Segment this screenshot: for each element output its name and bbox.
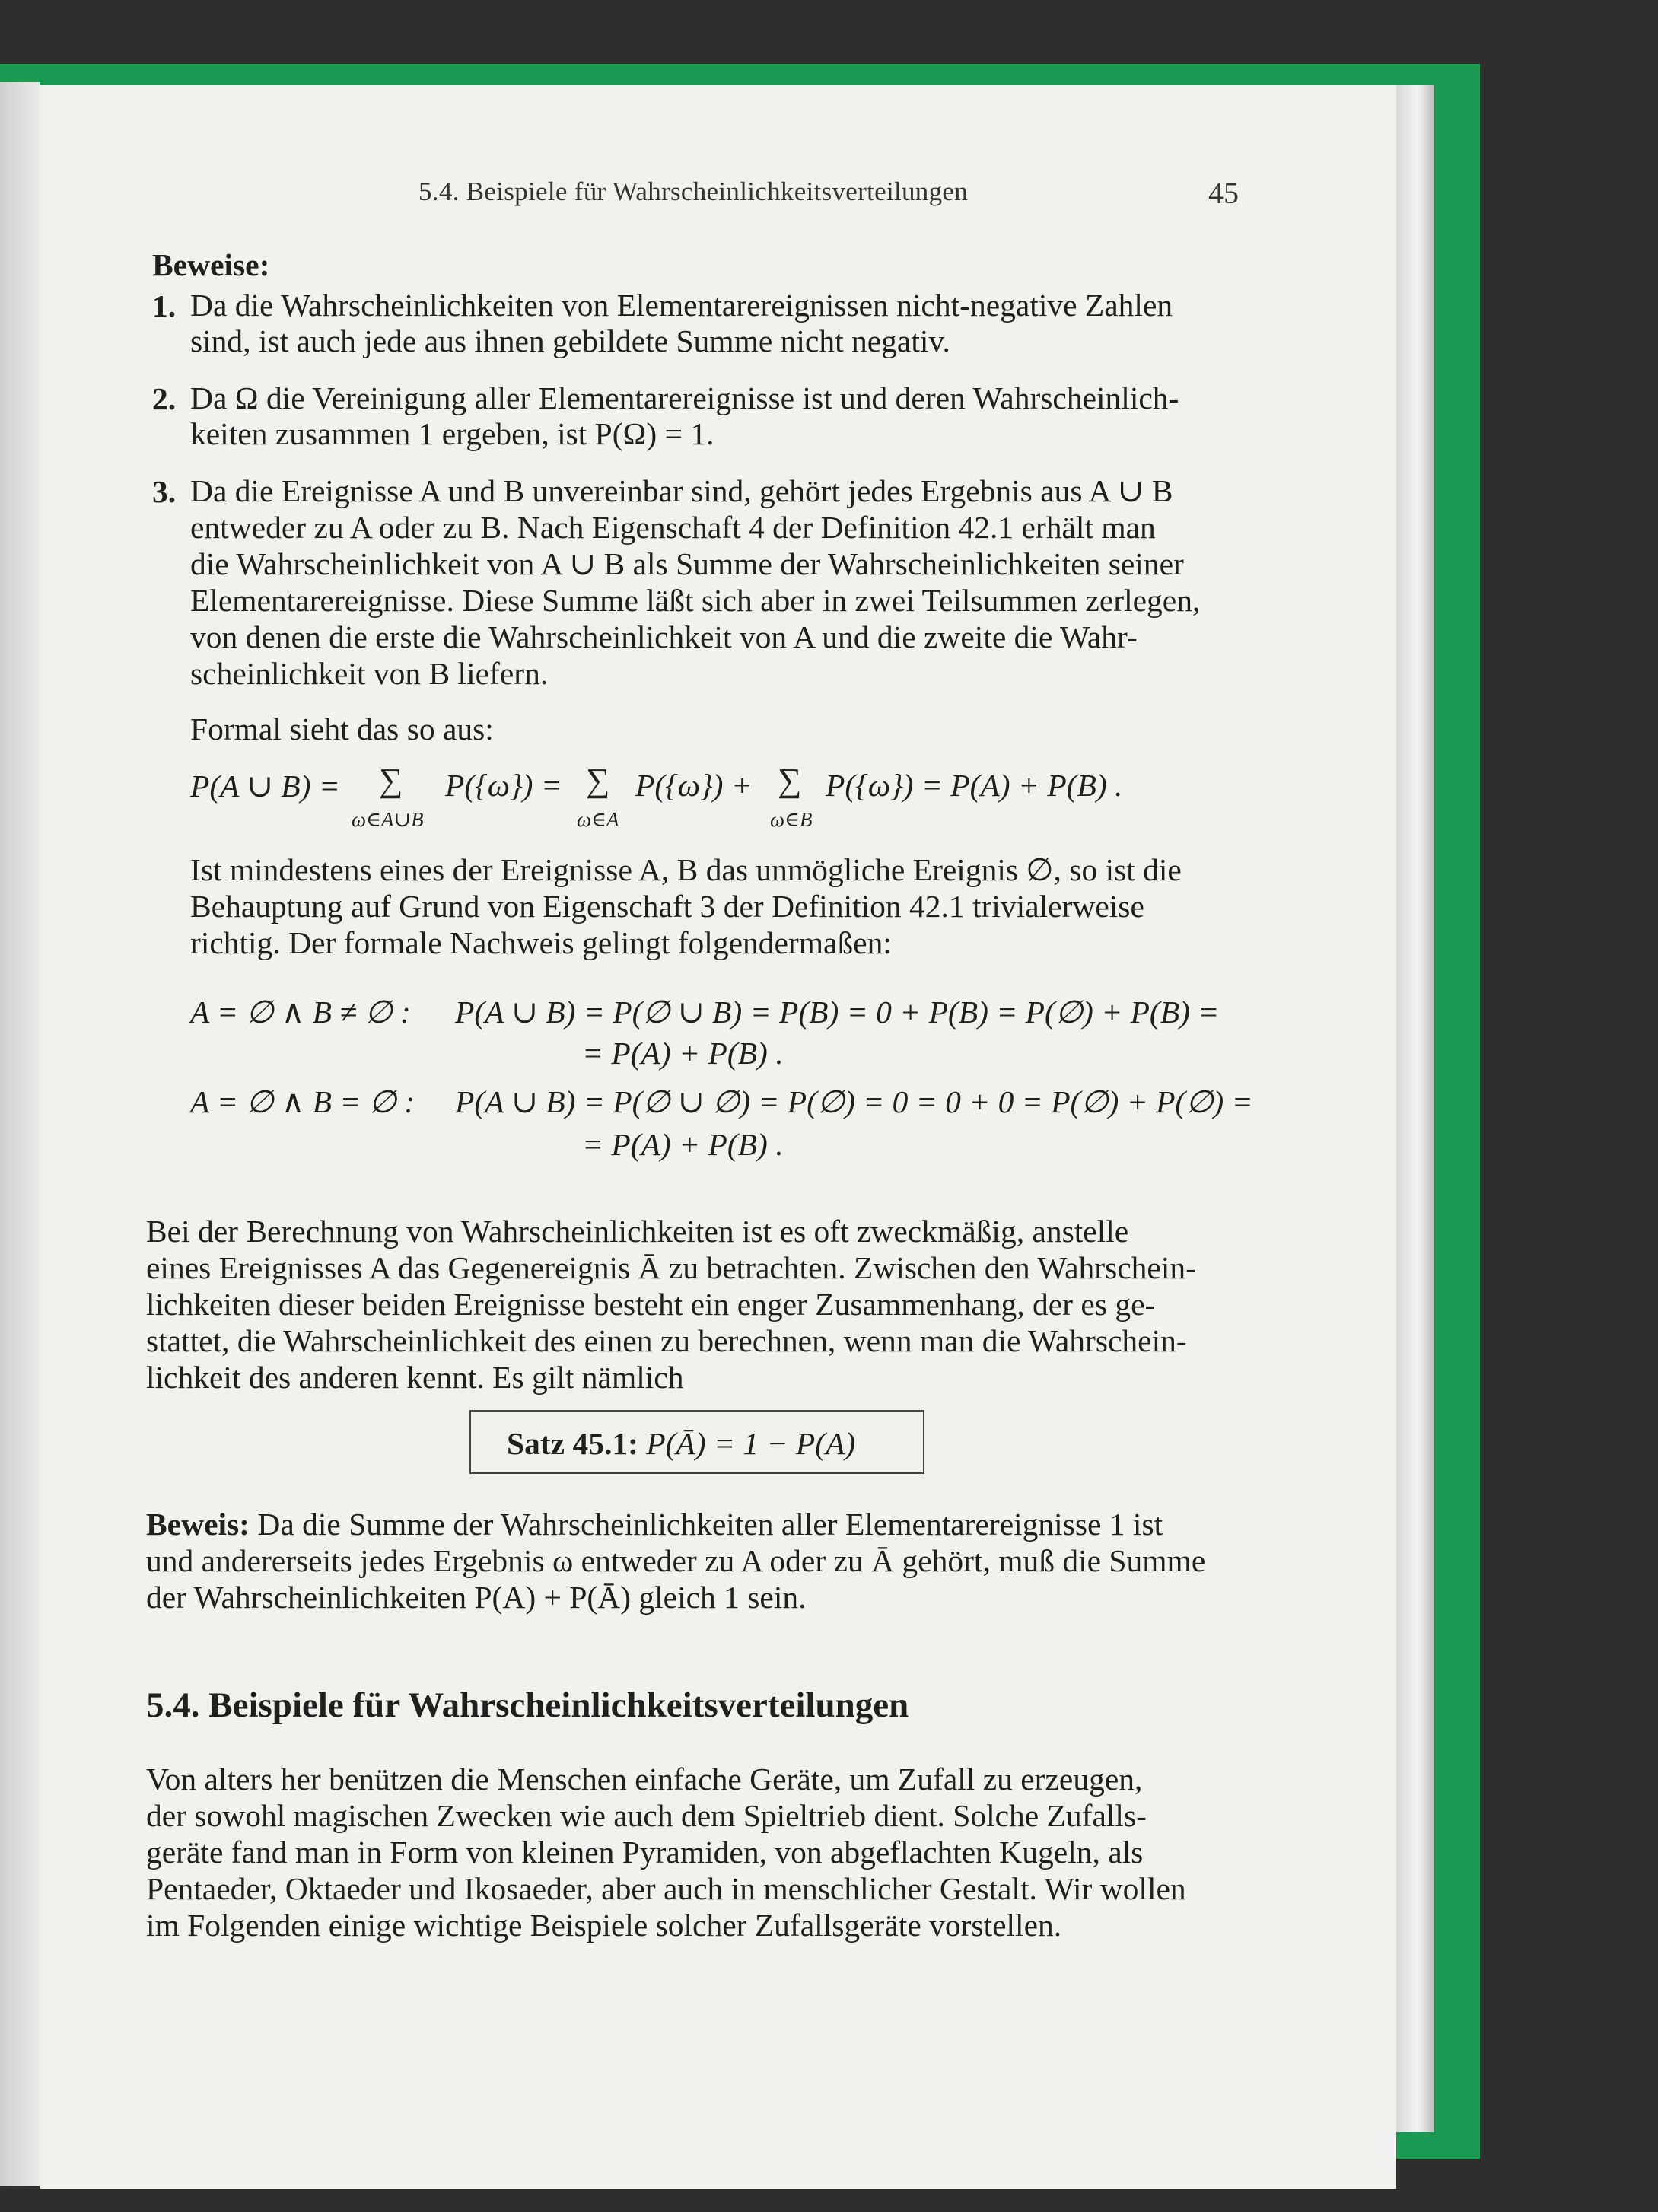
- running-header: 5.4. Beispiele für Wahrscheinlichkeitsverteilungen: [418, 177, 969, 206]
- sum-subscript: ω∈B: [770, 808, 813, 831]
- text-line: Von alters her benützen die Menschen einfache Geräte, um Zufall zu erzeugen,: [146, 1762, 1143, 1797]
- sum-symbol: ∑: [586, 762, 610, 799]
- text-line: entweder zu A oder zu B. Nach Eigenschaft 4 der Definition 42.1 erhält man: [190, 510, 1156, 545]
- sum-subscript: ω∈A: [577, 808, 619, 831]
- proof-label: Beweis:: [146, 1507, 250, 1542]
- case-equation: = P(A) + P(B) .: [582, 1127, 784, 1162]
- facing-page-edge: [0, 82, 40, 2186]
- text-line: Bei der Berechnung von Wahrscheinlichkeiten ist es oft zweckmäßig, anstelle: [146, 1214, 1129, 1249]
- text-line: Ist mindestens eines der Ereignisse A, B das unmögliche Ereignis ∅, so ist die: [190, 852, 1182, 887]
- sum-symbol: ∑: [379, 762, 403, 799]
- equation-term: P({ω}) = P(A) + P(B) .: [826, 768, 1123, 803]
- theorem: [507, 1425, 855, 1462]
- text-line: stattet, die Wahrscheinlichkeit des einen zu berechnen, wenn man die Wahrschein-: [146, 1323, 1187, 1358]
- text-line: Pentaeder, Oktaeder und Ikosaeder, aber auch in menschlicher Gestalt. Wir wollen: [146, 1871, 1186, 1906]
- item-number: 3.: [152, 474, 177, 509]
- equation-term: P({ω}) +: [635, 768, 753, 803]
- text-line: Da die Ereignisse A und B unvereinbar sind, gehört jedes Ergebnis aus A ∪ B: [190, 473, 1173, 508]
- page-number: 45: [1208, 176, 1239, 210]
- text-line: sind, ist auch jede aus ihnen gebildete Summe nicht negativ.: [190, 323, 950, 358]
- text-line: der sowohl magischen Zwecken wie auch dem Spieltrieb dient. Solche Zufalls-: [146, 1798, 1147, 1833]
- formal-intro: Formal sieht das so aus:: [190, 711, 494, 746]
- sum-subscript: ω∈A∪B: [352, 808, 424, 831]
- text-line: der Wahrscheinlichkeiten P(A) + P(Ā) gleich 1 sein.: [146, 1580, 807, 1615]
- item-number: 1.: [152, 288, 177, 323]
- sum-symbol: ∑: [778, 762, 802, 799]
- theorem-label: Satz 45.1:: [507, 1426, 638, 1461]
- text-line: im Folgenden einige wichtige Beispiele solcher Zufallsgeräte vorstellen.: [146, 1908, 1062, 1943]
- text-line: lichkeit des anderen kennt. Es gilt nämlich: [146, 1360, 684, 1395]
- text-line: Behauptung auf Grund von Eigenschaft 3 der Definition 42.1 trivialerweise: [190, 889, 1144, 924]
- equation-lhs: P(A ∪ B) =: [190, 769, 340, 804]
- case-equation: P(A ∪ B) = P(∅ ∪ B) = P(B) = 0 + P(B) = P(∅) + P(B) =: [455, 995, 1220, 1030]
- theorem-formula: P(Ā) = 1 − P(A): [646, 1426, 856, 1461]
- text-line: geräte fand man in Form von kleinen Pyramiden, von abgeflachten Kugeln, als: [146, 1835, 1144, 1870]
- item-number: 2.: [152, 381, 177, 416]
- case-equation: P(A ∪ B) = P(∅ ∪ ∅) = P(∅) = 0 = 0 + 0 = P(∅) + P(∅) =: [455, 1084, 1253, 1119]
- text-line: lichkeiten dieser beiden Ereignisse besteht ein enger Zusammenhang, der es ge-: [146, 1287, 1156, 1322]
- text-line: Da die Wahrscheinlichkeiten von Elementarereignissen nicht-negative Zahlen: [190, 288, 1173, 323]
- case-condition: A = ∅ ∧ B ≠ ∅ :: [190, 995, 411, 1030]
- text-line: und andererseits jedes Ergebnis ω entweder zu A oder zu Ā gehört, muß die Summe: [146, 1543, 1206, 1578]
- text-line: von denen die erste die Wahrscheinlichkeit von A und die zweite die Wahr-: [190, 619, 1138, 654]
- case-equation: = P(A) + P(B) .: [582, 1036, 784, 1071]
- case-condition: A = ∅ ∧ B = ∅ :: [190, 1084, 415, 1119]
- section-heading: 5.4. Beispiele für Wahrscheinlichkeitsverteilungen: [146, 1685, 909, 1725]
- proofs-heading: Beweise:: [152, 247, 270, 282]
- text-line: richtig. Der formale Nachweis gelingt folgendermaßen:: [190, 925, 892, 960]
- proof-first-line: [146, 1507, 1163, 1543]
- text-line: Da die Summe der Wahrscheinlichkeiten aller Elementarereignisse 1 ist: [257, 1507, 1163, 1542]
- text-line: keiten zusammen 1 ergeben, ist P(Ω) = 1.: [190, 416, 714, 451]
- equation-term: P({ω}) =: [445, 768, 562, 803]
- text-line: die Wahrscheinlichkeit von A ∪ B als Summe der Wahrscheinlichkeiten seiner: [190, 546, 1184, 581]
- text-line: Elementarereignisse. Diese Summe läßt sich aber in zwei Teilsummen zerlegen,: [190, 583, 1201, 618]
- text-line: eines Ereignisses A das Gegenereignis Ā zu betrachten. Zwischen den Wahrschein-: [146, 1250, 1196, 1285]
- text-line: scheinlichkeit von B liefern.: [190, 656, 549, 691]
- text-line: Da Ω die Vereinigung aller Elementarereignisse ist und deren Wahrscheinlich-: [190, 380, 1179, 415]
